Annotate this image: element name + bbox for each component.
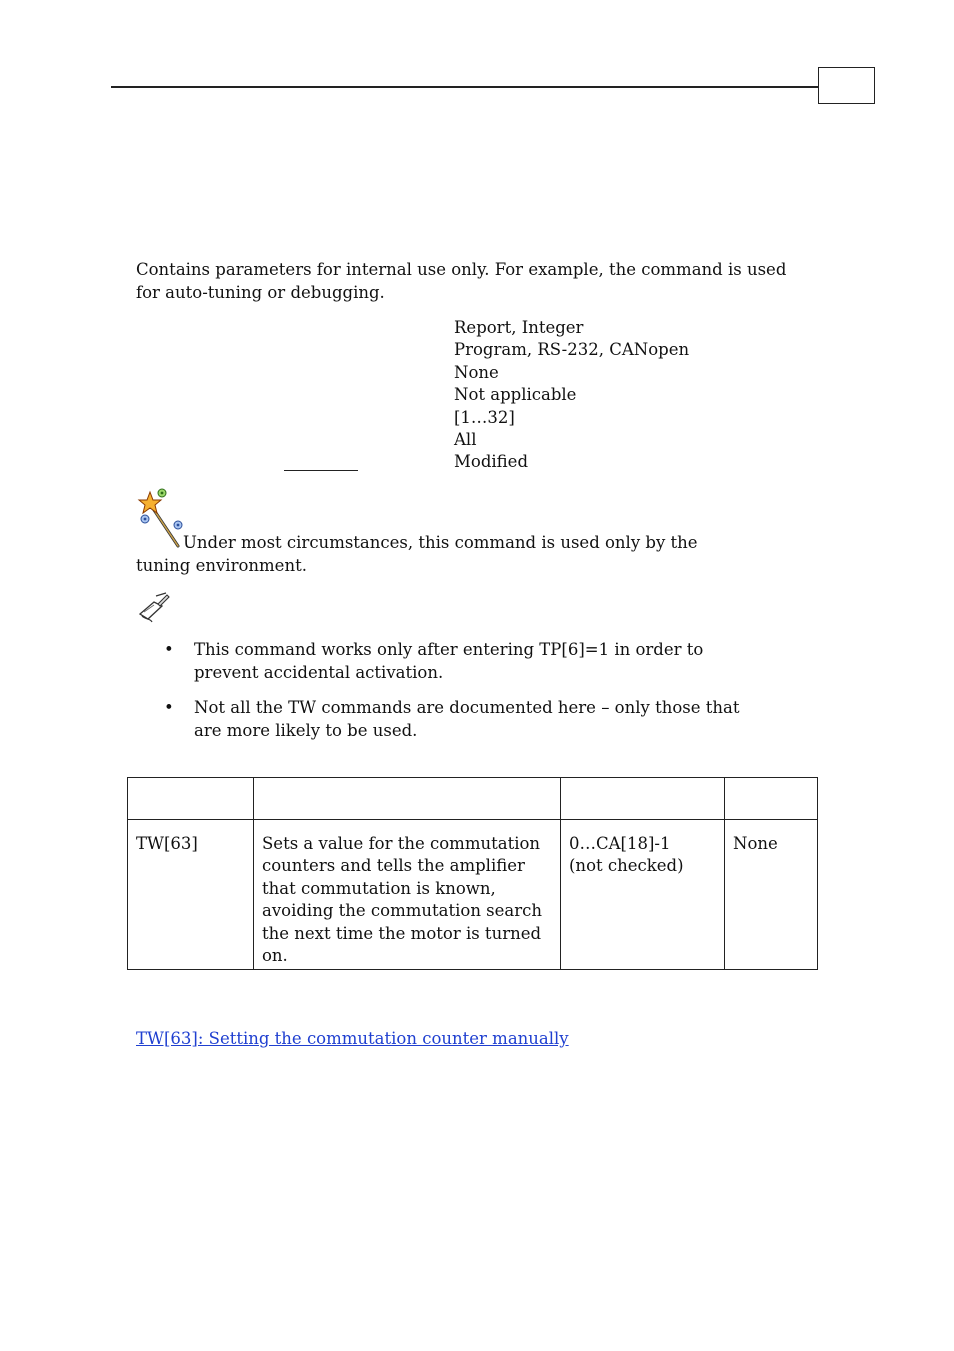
attribute-source: Program, RS-232, CANopen: [454, 340, 690, 360]
index-cell: TW[63]: [128, 820, 254, 970]
range-cell: [561, 820, 725, 970]
attribute-range: [1…32]: [454, 407, 515, 427]
modified-underline: [284, 470, 358, 471]
list-item: [164, 639, 764, 684]
list-item: [164, 697, 764, 742]
attribute-scope: All: [454, 430, 477, 450]
range-note: (not checked): [569, 856, 684, 876]
attribute-restrictions: None: [454, 362, 499, 382]
table-row: [128, 820, 818, 970]
bullet-icon: •: [164, 640, 174, 659]
command-description: Contains parameters for internal use only. For example, the command is used for auto-tuning or debugging.: [136, 260, 787, 302]
description-cell: Sets a value for the commutation counters and tells the amplifier that commutation is known, avoiding the commutation search the next time the motor is turned on.: [254, 820, 561, 970]
column-header: [128, 778, 254, 820]
command-table: [127, 777, 818, 970]
page-number-box: [818, 67, 875, 104]
note-text: Not all the TW commands are documented here – only those that are more likely to be used.: [194, 698, 740, 740]
column-header: [561, 778, 725, 820]
default-cell: None: [725, 820, 818, 970]
note-text: This command works only after entering TP[6]=1 in order to prevent accidental activation.: [194, 640, 704, 682]
attribute-status: Modified: [454, 452, 529, 472]
notes-list: [164, 639, 764, 755]
column-header: [254, 778, 561, 820]
tw63-link[interactable]: TW[63]: Setting the commutation counter manually: [136, 1029, 569, 1048]
attribute-type: Report, Integer: [454, 318, 584, 337]
column-header: [725, 778, 818, 820]
attributes-values: [454, 317, 689, 474]
bullet-icon: •: [164, 698, 174, 717]
range-value: 0…CA[18]-1: [569, 834, 671, 853]
note-pen-icon: [136, 592, 170, 624]
attribute-default: Not applicable: [454, 385, 577, 405]
tip-text: Under most circumstances, this command is used only by the tuning environment.: [136, 533, 698, 575]
header-rule: [111, 86, 819, 88]
table-header-row: [128, 778, 818, 820]
